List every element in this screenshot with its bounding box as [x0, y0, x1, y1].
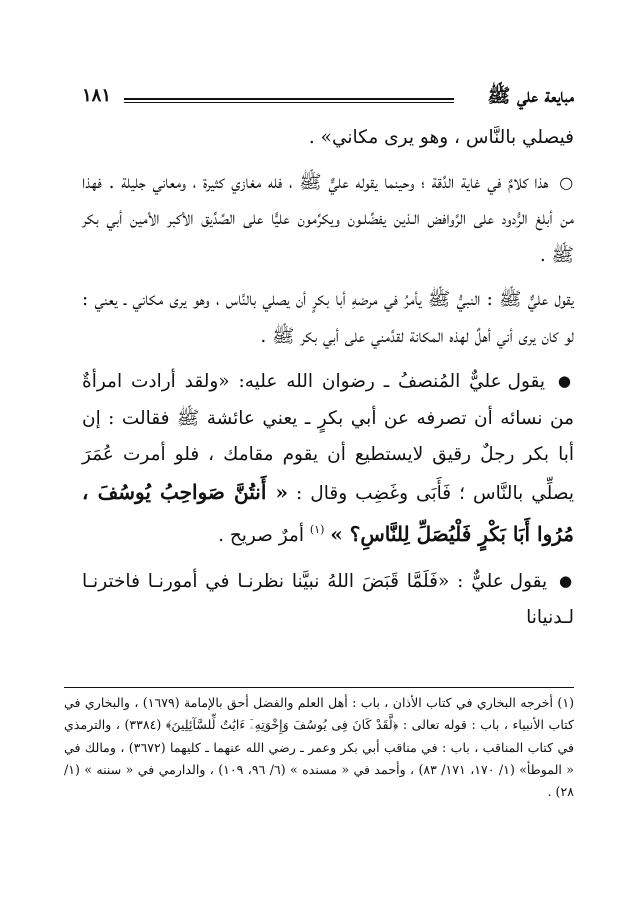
chapter-title: مبايعة علي ﷺ	[487, 85, 574, 107]
paragraph-1	[82, 120, 574, 157]
ring-marker-icon: ○	[559, 172, 575, 192]
hadith-quote: « أَنتُنَّ صَواحِبُ يُوسُفَ ، مُرُوا أَبَا بَكْرٍ فَلْيُصَلِّ لِلنَّاسِ؟ »	[82, 479, 574, 546]
bullet-icon: ●	[557, 372, 574, 390]
footnote-reference: (١)	[309, 523, 325, 536]
paragraph-2-text: هذا كلامٌ في غاية الدِّقة ؛ وحينما يقوله عليٌّ ﷺ ، فله مغازي كثيرة ، ومعاني جليلة . فهذا من أبلغ الرُّدود على الرَّوافض الـذين يفضِّلـون ويكرِّمون عليًّا على الصِّدِّيق الأكبر الأمين أبي بكر ﷺ .	[82, 171, 574, 266]
running-header	[82, 84, 574, 112]
paragraph-3	[82, 282, 574, 355]
main-text	[82, 120, 574, 637]
footnote-rule	[64, 687, 574, 688]
header-rule	[124, 98, 454, 100]
paragraph-5	[82, 563, 574, 637]
paragraph-4-tail: أمرٌ صريح .	[218, 525, 304, 546]
page-number: ١٨١	[82, 85, 112, 106]
paragraph-1-text: فيصلي بالنَّاس ، وهو يرى مكاني» .	[308, 127, 574, 148]
paragraph-4-lead: يقول عليٌّ المُنصفُ ـ رضوان الله عليه: «ولقد أرادت امرأةٌ من نسائه أن تصرفه عن أبي بكرٍ ـ يعني عائشة ﷺ فقالت : إن أبا بكر رجلٌ رقيق لايستطيع أن يقوم مقامك ، فلو أمرت عُمَرَ يصلِّي بالنَّاس ؛ فَأَبَى وغَضِب وقال :	[82, 371, 574, 504]
paragraph-4	[82, 363, 574, 555]
footnotes	[64, 692, 574, 803]
bullet-icon: ●	[558, 571, 574, 590]
paragraph-5-text: يقول عليٌّ : «فَلَمَّا قَبَضَ اللهُ نبيَّنا نظرنـا في أمورنـا فاخترنـا لـدنيانا	[82, 570, 574, 628]
paragraph-3-text: يقول عليٌّ ﷺ : النبيُّ ﷺ يأمرُ في مرضهِ أبا بكرٍ أن يصلي بالنَّاس ، وهو يرى مكاني ـ يعني : لو كان يرى أني أهلٌ لهذه المكانة لقدَّمني على أبي بكر ﷺ .	[82, 289, 574, 347]
footnote-1: (١) أخرجه البخاري في كتاب الأذان ، باب : أهل العلم والفضل أحق بالإمامة (١٦٧٩) ، والبخاري في كتاب الأنبياء ، باب : قوله تعالى : ﴿لَّقَدْ كَانَ فِى يُوسُفَ وَإِخْوَتِهِۦٓ ءَايَٰتٌ لِّلسَّآئِلِينَ﴾ (٣٣٨٤) ، والترمذي في كتاب المناقب ، باب : في مناقب أبي بكر وعمر ـ رضي الله عنهما ـ كليهما (٣٦٧٢) ، ومالك في « الموطأ» (١/ ١٧٠، ١٧١/ ٨٣) ، وأحمد في « مسنده » (٦/ ٩٦، ١٠٩) ، والدارمي في « سننه » (١/ ٢٨) .	[64, 695, 574, 800]
paragraph-2	[82, 165, 574, 275]
